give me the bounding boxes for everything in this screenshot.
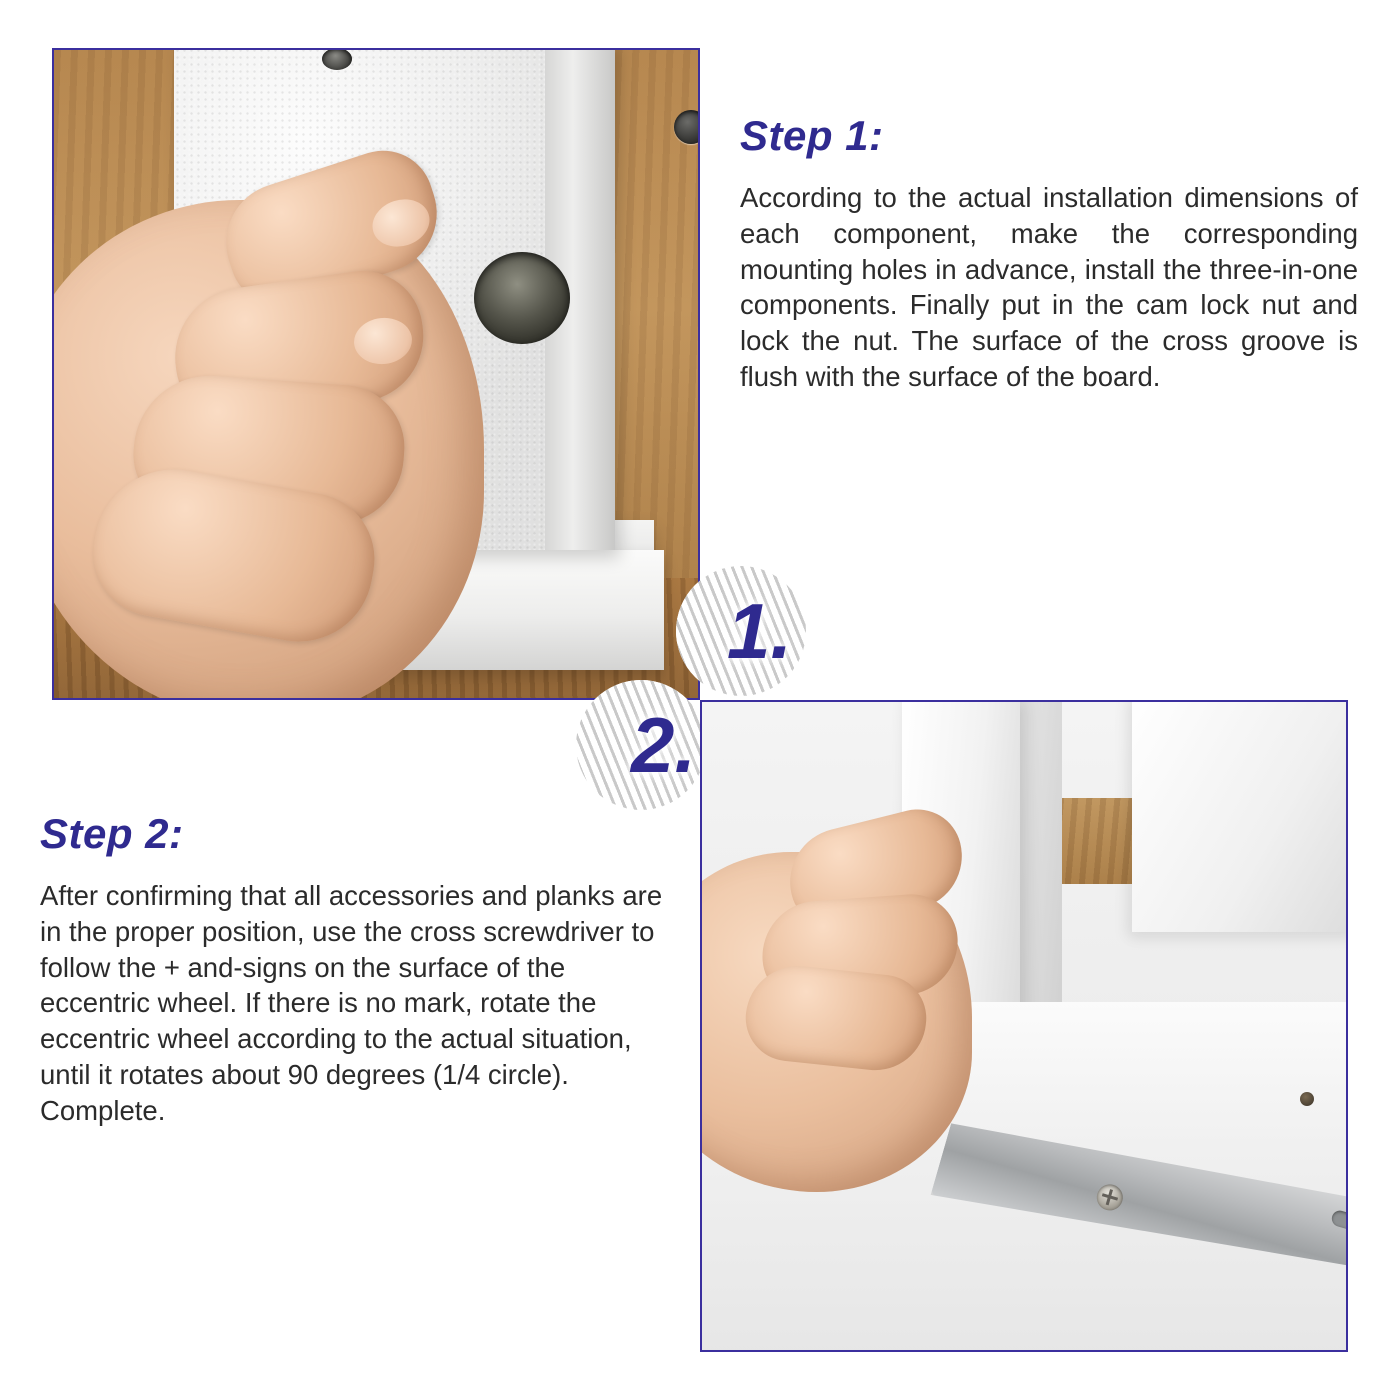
top-mounting-hole-icon [322, 48, 352, 70]
step-1-number-badge [676, 566, 806, 696]
step-1-text-block [740, 112, 1358, 395]
step-1-title: Step 1: [740, 112, 884, 159]
cam-lock-bore [474, 252, 570, 344]
mounting-hole-icon [674, 110, 700, 144]
step-2-photo [700, 700, 1348, 1352]
step-1-number: 1. [726, 586, 792, 675]
step-2-text-block [40, 810, 666, 1128]
step-2-title: Step 2: [40, 810, 184, 857]
step-2-number-badge [576, 680, 706, 810]
step-2-number: 2. [630, 700, 696, 789]
right-white-panel [1132, 700, 1348, 932]
step-1-photo [52, 48, 700, 700]
pilot-hole-icon [1300, 1092, 1314, 1106]
step-1-body: According to the actual installation dimensions of each component, make the corresponding mounting holes in advance, install the three-in-one components. Finally put in the cam lock nut and lock the nut. The surface of the cross groove is flush with the surface of the board. [740, 182, 1358, 392]
step-2-body: After confirming that all accessories and planks are in the proper position, use the cross screwdriver to follow the + and-signs on the surface of the eccentric wheel. If there is no mark, rotate the eccentric wheel according to the actual situation, until it rotates about 90 degrees (1/4 circle). Complete. [40, 880, 663, 1126]
